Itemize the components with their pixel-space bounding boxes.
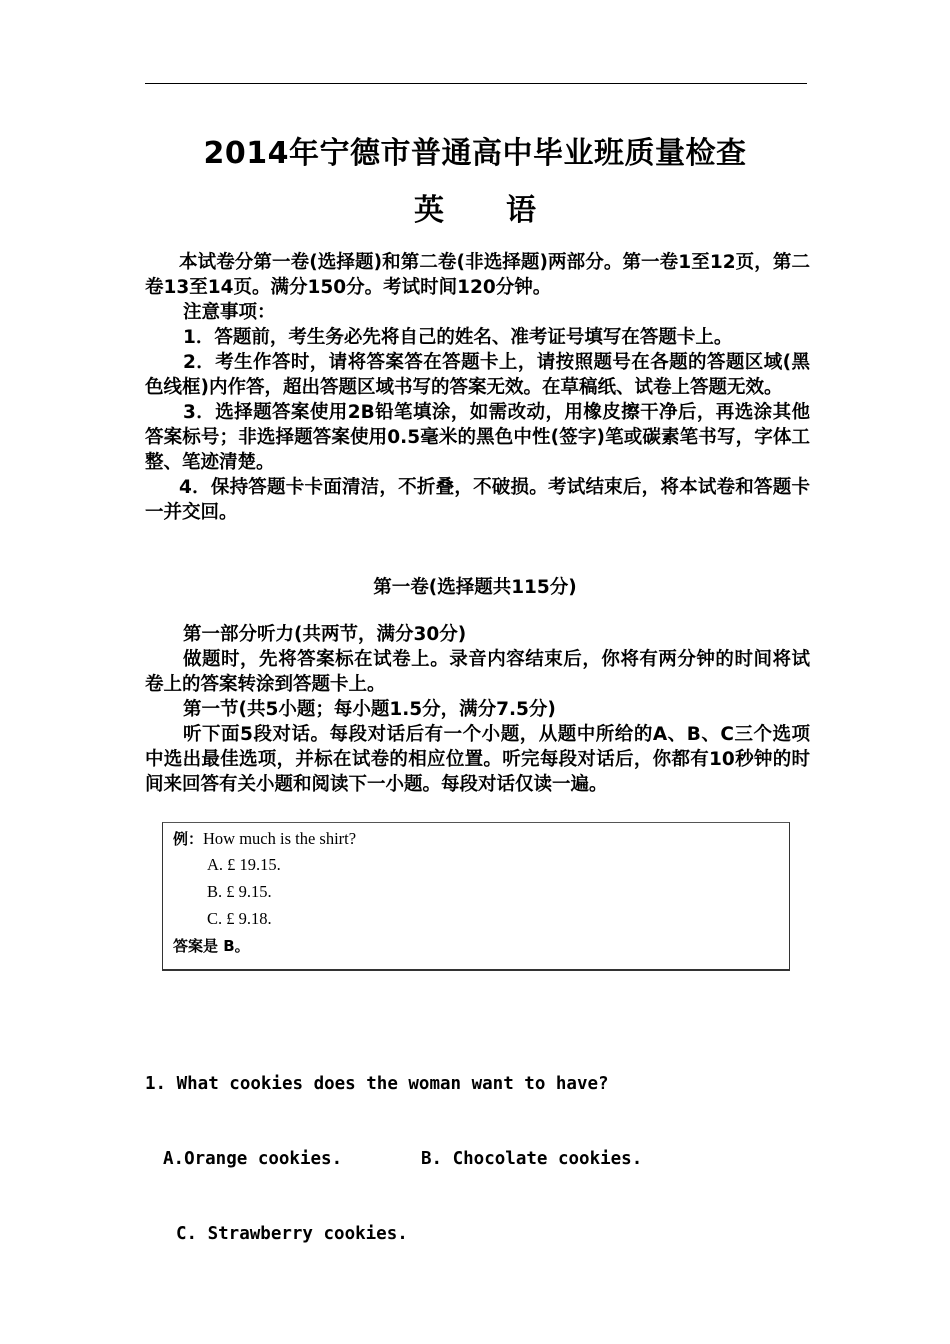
notice-item-2: 2．考生作答时，请将答案答在答题卡上，请按照题号在各题的答题区域(黑色线框)内作答，超出答题区域书写的答案无效。在草稿纸、试卷上答题无效。 [145, 352, 810, 398]
option-c: C. Strawberry cookies. [176, 1224, 408, 1244]
section-one-heading: 第一卷(选择题共115分) [373, 577, 577, 598]
option-a: A.Orange cookies. [163, 1149, 343, 1169]
exam-title: 2014年宁德市普通高中毕业班质量检查 [203, 136, 747, 171]
example-option-c: C. £ 9.18. [207, 909, 272, 928]
example-label: 例： [173, 830, 204, 848]
listening-section [145, 622, 810, 797]
intro-paragraph: 本试卷分第一卷(选择题)和第二卷(非选择题)两部分。第一卷1至12页，第二卷13至14页。满分150分。考试时间120分钟。 [145, 252, 810, 298]
question-options-row-2 [145, 1222, 609, 1247]
top-rule [145, 83, 807, 84]
example-option-b: B. £ 9.15. [207, 882, 272, 901]
notice-item-3: 3．选择题答案使用2B铅笔填涂，如需改动，用橡皮擦干净后，再选涂其他答案标号；非选择题答案使用0.5毫米的黑色中性(签字)笔或碳素笔书写，字体工整、笔迹清楚。 [145, 402, 810, 473]
part-instruction: 做题时，先将答案标在试卷上。录音内容结束后，你将有两分钟的时间将试卷上的答案转涂到答题卡上。 [145, 649, 810, 695]
option-b: B. Chocolate cookies. [421, 1149, 643, 1169]
subsection-heading: 第一节(共5小题；每小题1.5分，满分7.5分) [183, 699, 556, 720]
example-answer: 答案是 B。 [173, 937, 250, 955]
part-heading: 第一部分听力(共两节，满分30分) [183, 624, 467, 645]
example-box [162, 822, 790, 971]
notice-heading: 注意事项： [183, 302, 276, 323]
notice-item-1: 1．答题前，考生务必先将自己的姓名、准考证号填写在答题卡上。 [183, 327, 733, 348]
example-option-a: A. £ 19.15. [207, 855, 281, 874]
exam-subject: 英语 [414, 193, 598, 228]
notice-item-4: 4．保持答题卡卡面清洁，不折叠，不破损。考试结束后，将本试卷和答题卡一并交回。 [145, 477, 810, 523]
example-question-line [173, 828, 356, 849]
question-options-row [145, 1147, 643, 1172]
exam-instructions [145, 250, 810, 525]
question-stem: 1. What cookies does the woman want to have? [145, 1074, 609, 1094]
question-1 [145, 1022, 643, 1272]
subsection-instruction: 听下面5段对话。每段对话后有一个小题，从题中所给的A、B、C三个选项中选出最佳选项，并标在试卷的相应位置。听完每段对话后，你都有10秒钟的时间来回答有关小题和阅读下一小题。每段对话仅读一遍。 [145, 724, 810, 795]
example-question: How much is the shirt? [203, 829, 357, 848]
